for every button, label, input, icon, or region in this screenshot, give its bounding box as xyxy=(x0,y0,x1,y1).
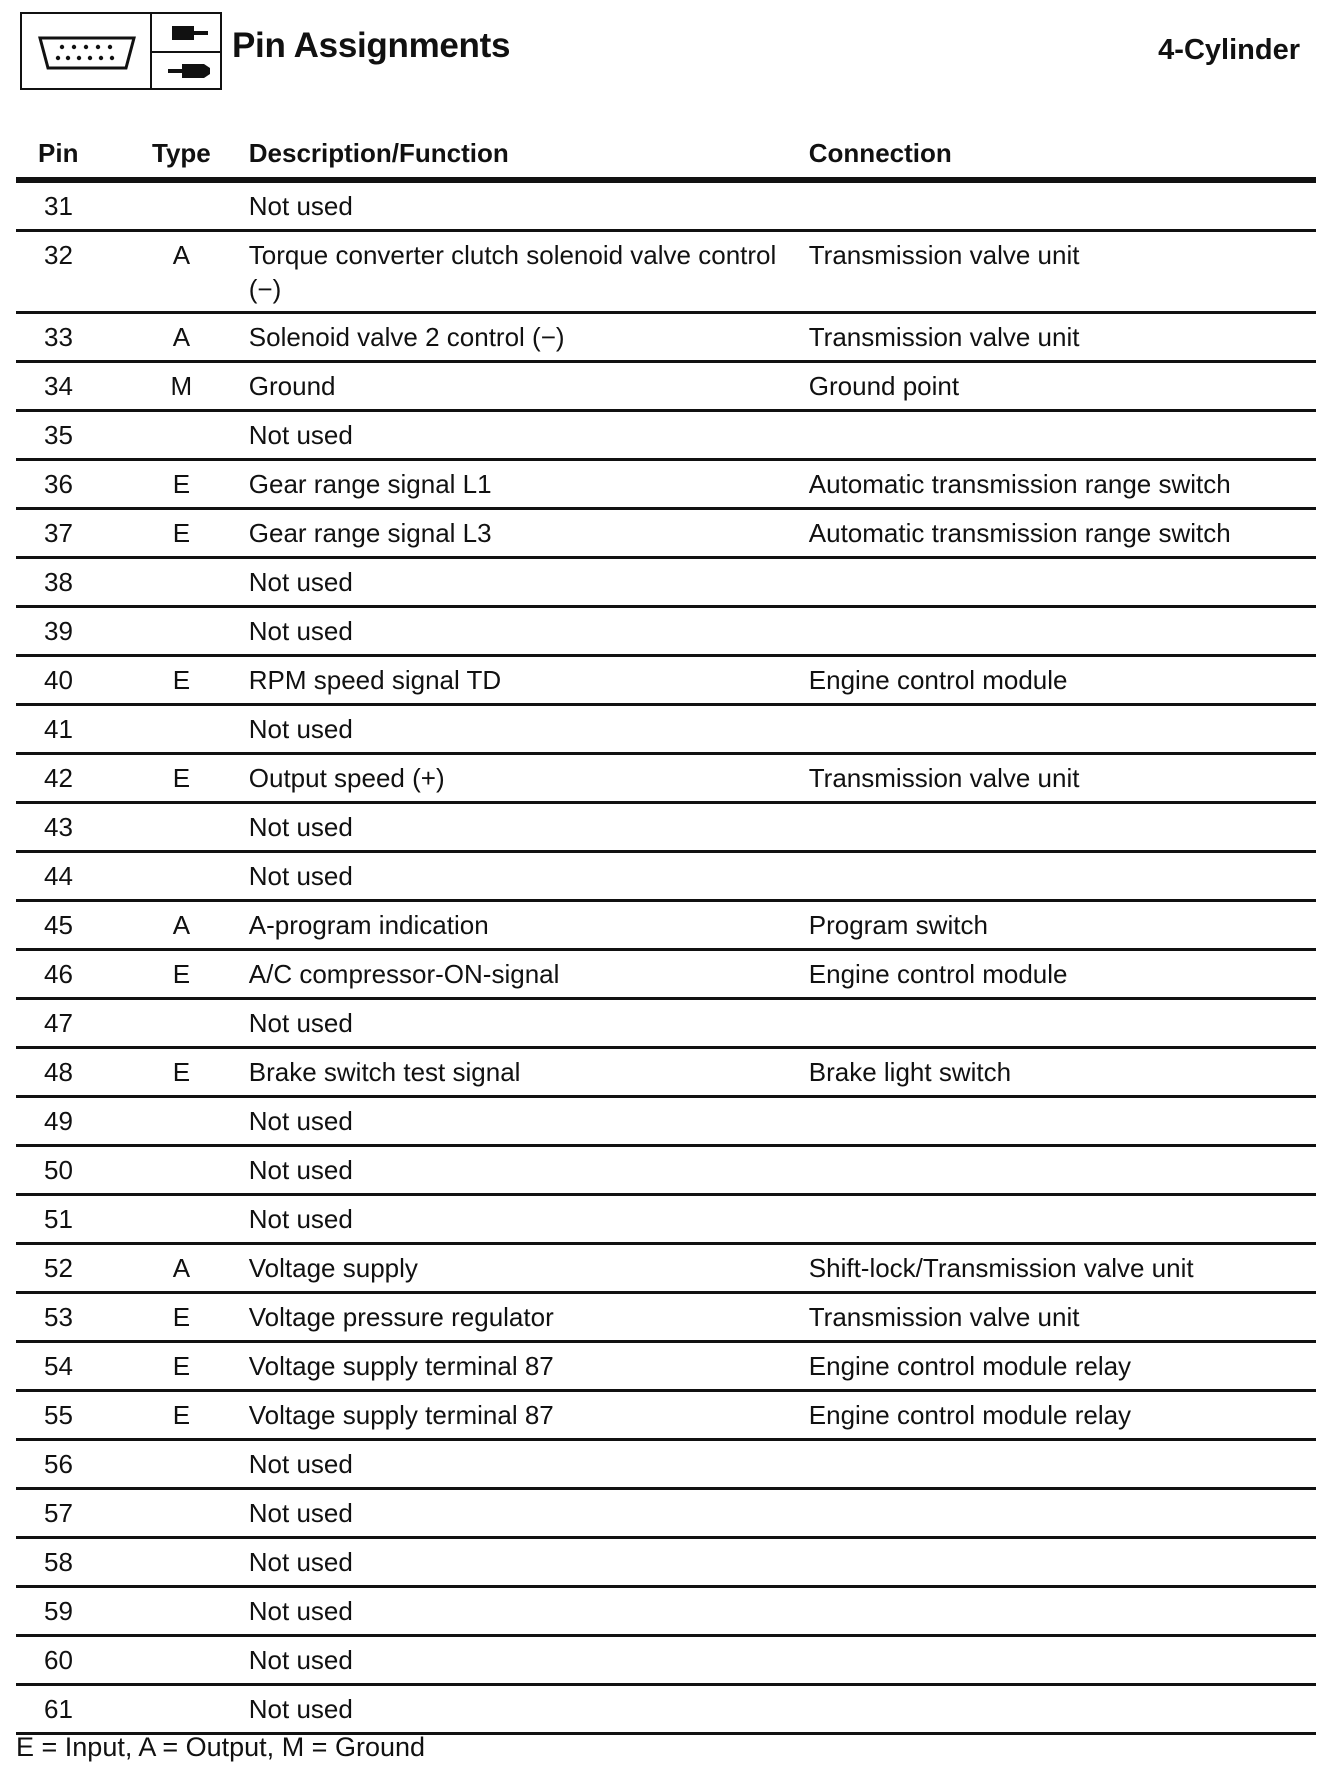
connection-cell: Automatic transmission range switch xyxy=(809,460,1316,509)
table-row xyxy=(16,1391,1316,1440)
type-cell xyxy=(152,705,211,754)
connection-cell xyxy=(809,607,1316,656)
description-cell: Gear range signal L3 xyxy=(211,509,809,558)
type-cell xyxy=(152,999,211,1048)
type-cell: E xyxy=(152,754,211,803)
description-cell: Not used xyxy=(211,999,809,1048)
pin-cell: 56 xyxy=(16,1440,152,1489)
pin-cell: 52 xyxy=(16,1244,152,1293)
plug-out-icon xyxy=(166,60,210,82)
description-cell: Ground xyxy=(211,362,809,411)
pin-cell: 33 xyxy=(16,313,152,362)
type-cell: E xyxy=(152,656,211,705)
description-cell: Not used xyxy=(211,1146,809,1195)
pin-cell: 38 xyxy=(16,558,152,607)
table-row xyxy=(16,1440,1316,1489)
description-cell: Not used xyxy=(211,607,809,656)
type-cell xyxy=(152,558,211,607)
table-row xyxy=(16,509,1316,558)
description-cell: Voltage supply xyxy=(211,1244,809,1293)
pin-cell: 40 xyxy=(16,656,152,705)
connector-icon xyxy=(36,34,138,72)
description-cell: RPM speed signal TD xyxy=(211,656,809,705)
connection-cell: Engine control module xyxy=(809,950,1316,999)
description-cell: Solenoid valve 2 control (−) xyxy=(211,313,809,362)
table-row xyxy=(16,1685,1316,1734)
pin-cell: 50 xyxy=(16,1146,152,1195)
type-cell xyxy=(152,1097,211,1146)
pin-cell: 53 xyxy=(16,1293,152,1342)
type-cell xyxy=(152,1587,211,1636)
description-cell: Not used xyxy=(211,1636,809,1685)
pin-cell: 57 xyxy=(16,1489,152,1538)
pin-cell: 55 xyxy=(16,1391,152,1440)
description-cell: Not used xyxy=(211,1489,809,1538)
type-legend: E = Input, A = Output, M = Ground xyxy=(16,1732,426,1762)
table-row xyxy=(16,803,1316,852)
connection-cell xyxy=(809,1097,1316,1146)
pin-cell: 48 xyxy=(16,1048,152,1097)
type-cell: E xyxy=(152,950,211,999)
pin-cell: 51 xyxy=(16,1195,152,1244)
description-cell: Voltage supply terminal 87 xyxy=(211,1342,809,1391)
description-cell: Voltage pressure regulator xyxy=(211,1293,809,1342)
connection-cell: Shift-lock/Transmission valve unit xyxy=(809,1244,1316,1293)
type-cell: E xyxy=(152,460,211,509)
connection-cell: Transmission valve unit xyxy=(809,754,1316,803)
description-cell: Not used xyxy=(211,1685,809,1734)
pin-cell: 32 xyxy=(16,231,152,313)
connection-cell xyxy=(809,1538,1316,1587)
type-cell: E xyxy=(152,1293,211,1342)
connection-cell xyxy=(809,999,1316,1048)
pin-cell: 36 xyxy=(16,460,152,509)
table-row xyxy=(16,1097,1316,1146)
table-row xyxy=(16,901,1316,950)
table-row xyxy=(16,558,1316,607)
table-row xyxy=(16,852,1316,901)
table-row xyxy=(16,460,1316,509)
pin-cell: 43 xyxy=(16,803,152,852)
type-cell: A xyxy=(152,901,211,950)
description-cell: Not used xyxy=(211,1538,809,1587)
table-row xyxy=(16,1489,1316,1538)
column-header-connection: Connection xyxy=(809,132,1316,180)
table-row xyxy=(16,1244,1316,1293)
type-cell: M xyxy=(152,362,211,411)
connection-cell xyxy=(809,180,1316,231)
table-row xyxy=(16,950,1316,999)
pin-assignment-table xyxy=(16,132,1316,1735)
table-row xyxy=(16,1293,1316,1342)
description-cell: Not used xyxy=(211,1195,809,1244)
table-row xyxy=(16,1048,1316,1097)
table-row xyxy=(16,1195,1316,1244)
connection-cell: Automatic transmission range switch xyxy=(809,509,1316,558)
description-cell: Brake switch test signal xyxy=(211,1048,809,1097)
table-row xyxy=(16,705,1316,754)
pin-cell: 37 xyxy=(16,509,152,558)
pin-cell: 42 xyxy=(16,754,152,803)
column-header-description: Description/Function xyxy=(211,132,809,180)
description-cell: A/C compressor-ON-signal xyxy=(211,950,809,999)
connection-cell: Program switch xyxy=(809,901,1316,950)
pin-cell: 46 xyxy=(16,950,152,999)
description-cell: Not used xyxy=(211,411,809,460)
table-row xyxy=(16,1538,1316,1587)
type-cell: A xyxy=(152,313,211,362)
engine-variant-label: 4-Cylinder xyxy=(1158,34,1300,66)
connection-cell: Ground point xyxy=(809,362,1316,411)
table-row xyxy=(16,1146,1316,1195)
table-row xyxy=(16,999,1316,1048)
type-cell xyxy=(152,411,211,460)
type-cell xyxy=(152,1685,211,1734)
description-cell: Torque converter clutch solenoid valve control (−) xyxy=(211,231,809,313)
table-row xyxy=(16,607,1316,656)
pin-cell: 59 xyxy=(16,1587,152,1636)
connection-cell xyxy=(809,803,1316,852)
table-row xyxy=(16,411,1316,460)
type-cell xyxy=(152,1440,211,1489)
pin-cell: 61 xyxy=(16,1685,152,1734)
connection-cell: Engine control module xyxy=(809,656,1316,705)
table-row xyxy=(16,231,1316,313)
connection-cell xyxy=(809,1685,1316,1734)
connection-cell xyxy=(809,411,1316,460)
table-header-row xyxy=(16,132,1316,180)
pin-cell: 44 xyxy=(16,852,152,901)
description-cell: Not used xyxy=(211,852,809,901)
pin-cell: 31 xyxy=(16,180,152,231)
description-cell: Voltage supply terminal 87 xyxy=(211,1391,809,1440)
connection-cell: Transmission valve unit xyxy=(809,1293,1316,1342)
type-cell xyxy=(152,180,211,231)
type-cell: E xyxy=(152,1342,211,1391)
connection-cell: Transmission valve unit xyxy=(809,313,1316,362)
connection-cell xyxy=(809,852,1316,901)
type-cell xyxy=(152,852,211,901)
table-row xyxy=(16,362,1316,411)
pin-cell: 35 xyxy=(16,411,152,460)
connection-cell xyxy=(809,1195,1316,1244)
pin-cell: 41 xyxy=(16,705,152,754)
connection-cell xyxy=(809,558,1316,607)
type-cell xyxy=(152,1636,211,1685)
pin-cell: 54 xyxy=(16,1342,152,1391)
table-body xyxy=(16,180,1316,1734)
table-row xyxy=(16,180,1316,231)
page-header xyxy=(20,12,1320,92)
description-cell: Not used xyxy=(211,558,809,607)
type-cell xyxy=(152,1195,211,1244)
type-cell: A xyxy=(152,231,211,313)
pin-cell: 58 xyxy=(16,1538,152,1587)
type-cell: E xyxy=(152,1391,211,1440)
connection-cell xyxy=(809,1489,1316,1538)
pin-cell: 47 xyxy=(16,999,152,1048)
type-cell xyxy=(152,607,211,656)
plug-in-icon xyxy=(166,22,210,44)
connection-cell xyxy=(809,1587,1316,1636)
page-title: Pin Assignments xyxy=(232,26,511,65)
table-row xyxy=(16,313,1316,362)
connection-cell xyxy=(809,705,1316,754)
pin-cell: 49 xyxy=(16,1097,152,1146)
table-row xyxy=(16,1587,1316,1636)
type-cell xyxy=(152,1538,211,1587)
connection-cell: Engine control module relay xyxy=(809,1342,1316,1391)
description-cell: Not used xyxy=(211,1440,809,1489)
connection-cell: Brake light switch xyxy=(809,1048,1316,1097)
type-cell xyxy=(152,1146,211,1195)
description-cell: Not used xyxy=(211,180,809,231)
type-cell xyxy=(152,803,211,852)
description-cell: Not used xyxy=(211,803,809,852)
description-cell: Gear range signal L1 xyxy=(211,460,809,509)
type-cell: A xyxy=(152,1244,211,1293)
connection-cell xyxy=(809,1440,1316,1489)
table-row xyxy=(16,1342,1316,1391)
description-cell: Not used xyxy=(211,1587,809,1636)
column-header-type: Type xyxy=(152,132,211,180)
type-cell: E xyxy=(152,1048,211,1097)
pin-cell: 60 xyxy=(16,1636,152,1685)
description-cell: Not used xyxy=(211,1097,809,1146)
connection-cell xyxy=(809,1146,1316,1195)
pin-cell: 45 xyxy=(16,901,152,950)
pin-icon-box xyxy=(20,12,222,90)
table-row xyxy=(16,754,1316,803)
type-cell: E xyxy=(152,509,211,558)
pin-cell: 34 xyxy=(16,362,152,411)
connection-cell: Transmission valve unit xyxy=(809,231,1316,313)
connection-cell xyxy=(809,1636,1316,1685)
description-cell: Not used xyxy=(211,705,809,754)
column-header-pin: Pin xyxy=(16,132,152,180)
type-cell xyxy=(152,1489,211,1538)
icon-divider-horizontal xyxy=(152,51,222,53)
table-row xyxy=(16,1636,1316,1685)
table-row xyxy=(16,656,1316,705)
pin-cell: 39 xyxy=(16,607,152,656)
description-cell: Output speed (+) xyxy=(211,754,809,803)
description-cell: A-program indication xyxy=(211,901,809,950)
connection-cell: Engine control module relay xyxy=(809,1391,1316,1440)
